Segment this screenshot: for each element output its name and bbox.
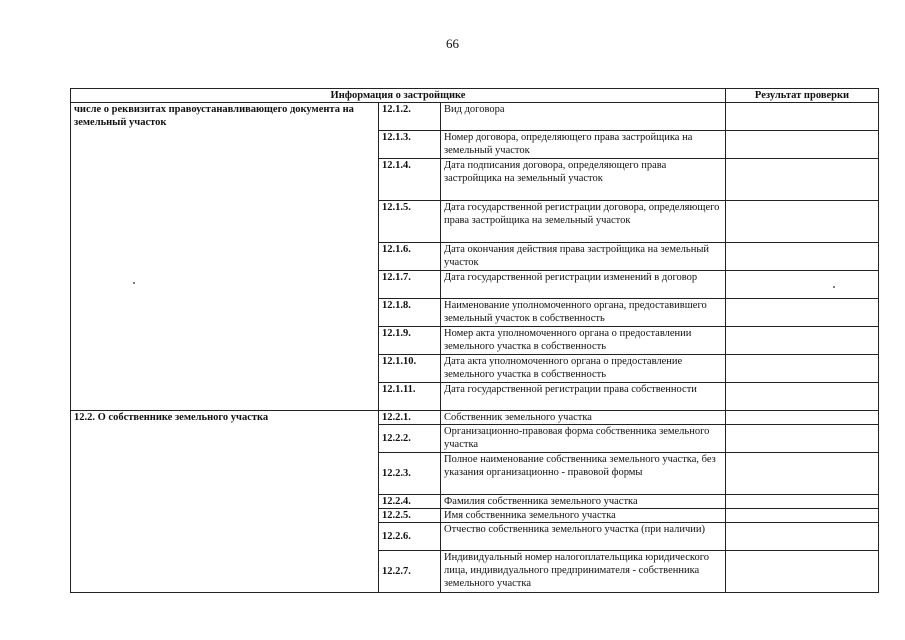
item-code: 12.1.11. <box>379 383 441 411</box>
item-text: Собственник земельного участка <box>441 411 726 425</box>
item-code: 12.1.4. <box>379 159 441 201</box>
page-number: 66 <box>446 36 459 51</box>
item-code: 12.2.5. <box>379 509 441 523</box>
result-cell[interactable] <box>726 243 879 271</box>
table-row <box>71 103 879 131</box>
result-cell[interactable] <box>726 201 879 243</box>
item-code: 12.1.9. <box>379 327 441 355</box>
result-cell[interactable] <box>726 425 879 453</box>
result-cell[interactable] <box>726 355 879 383</box>
scan-speck <box>133 282 135 284</box>
item-code: 12.1.3. <box>379 131 441 159</box>
result-column-header: Результат проверки <box>726 89 879 103</box>
item-text: Дата государственной регистрации изменений в договор <box>441 271 726 299</box>
result-cell[interactable] <box>726 495 879 509</box>
result-cell[interactable] <box>726 299 879 327</box>
item-text: Дата окончания действия права застройщика на земельный участок <box>441 243 726 271</box>
item-text: Дата акта уполномоченного органа о предоставление земельного участка в собственность <box>441 355 726 383</box>
section-title: 12.2. О собственнике земельного участка <box>71 411 379 593</box>
result-cell[interactable] <box>726 523 879 551</box>
developer-info-table <box>70 88 879 593</box>
result-cell[interactable] <box>726 327 879 355</box>
result-cell[interactable] <box>726 453 879 495</box>
item-text: Фамилия собственника земельного участка <box>441 495 726 509</box>
item-text: Дата государственной регистрации права собственности <box>441 383 726 411</box>
result-cell[interactable] <box>726 383 879 411</box>
item-text: Вид договора <box>441 103 726 131</box>
item-text: Номер договора, определяющего права застройщика на земельный участок <box>441 131 726 159</box>
item-text: Имя собственника земельного участка <box>441 509 726 523</box>
item-text: Индивидуальный номер налогоплательщика юридического лица, индивидуального предпринимателя - собственника земельного участка <box>441 551 726 593</box>
item-text: Дата государственной регистрации договора, определяющего права застройщика на земельный участок <box>441 201 726 243</box>
item-code: 12.2.3. <box>379 453 441 495</box>
item-code: 12.2.7. <box>379 551 441 593</box>
section-title: числе о реквизитах правоустанавливающего документа на земельный участок <box>71 103 379 411</box>
item-code: 12.1.10. <box>379 355 441 383</box>
item-text: Наименование уполномоченного органа, предоставившего земельный участок в собственность <box>441 299 726 327</box>
result-cell[interactable] <box>726 551 879 593</box>
result-cell[interactable] <box>726 271 879 299</box>
result-cell[interactable] <box>726 103 879 131</box>
item-code: 12.1.2. <box>379 103 441 131</box>
item-text: Дата подписания договора, определяющего права застройщика на земельный участок <box>441 159 726 201</box>
table-row <box>71 411 879 425</box>
result-cell[interactable] <box>726 509 879 523</box>
item-text: Отчество собственника земельного участка (при наличии) <box>441 523 726 551</box>
result-cell[interactable] <box>726 131 879 159</box>
item-code: 12.1.5. <box>379 201 441 243</box>
item-code: 12.2.1. <box>379 411 441 425</box>
item-text: Полное наименование собственника земельного участка, без указания организационно - правовой формы <box>441 453 726 495</box>
item-code: 12.2.6. <box>379 523 441 551</box>
item-code: 12.2.2. <box>379 425 441 453</box>
item-code: 12.2.4. <box>379 495 441 509</box>
item-text: Организационно-правовая форма собственника земельного участка <box>441 425 726 453</box>
item-code: 12.1.8. <box>379 299 441 327</box>
item-text: Номер акта уполномоченного органа о предоставлении земельного участка в собственность <box>441 327 726 355</box>
result-cell[interactable] <box>726 159 879 201</box>
info-column-header: Информация о застройщике <box>71 89 726 103</box>
item-code: 12.1.7. <box>379 271 441 299</box>
item-code: 12.1.6. <box>379 243 441 271</box>
scan-speck <box>833 286 835 288</box>
table-header-row <box>71 89 879 103</box>
result-cell[interactable] <box>726 411 879 425</box>
